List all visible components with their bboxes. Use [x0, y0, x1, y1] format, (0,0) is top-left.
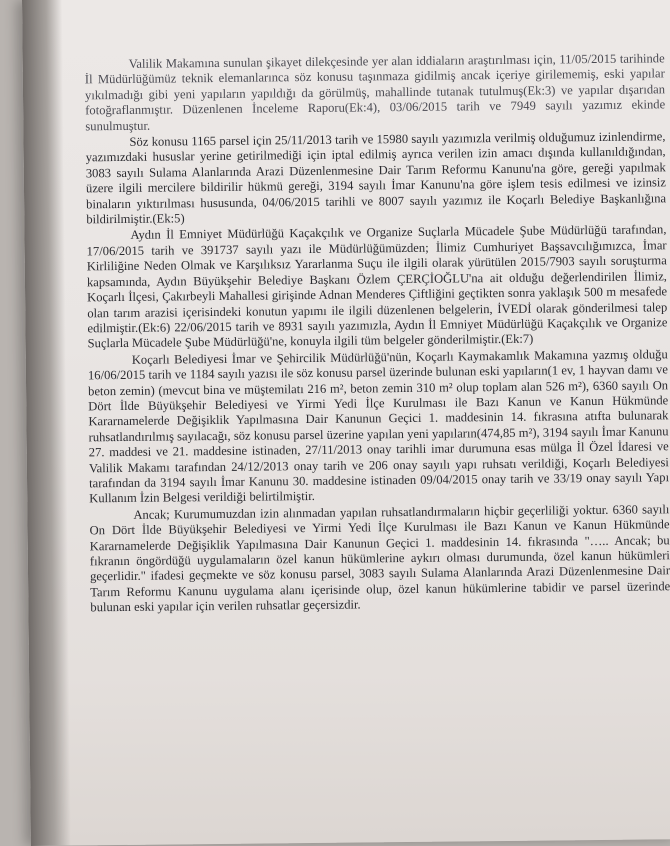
paragraph-inspection: Valilik Makamına sunulan şikayet dilekçesinde yer alan iddiaların araştırılması için, 11/05/2015 tarihinde İl Müdürlüğümüz teknik elemanlarınca söz konusu taşınmaza gidilmiş ancak içeriye girilememiş, eski yapılar yıkılmadığı gibi yeni yapıların yapıldığı da görülmüş, mahallinde tutanak tutulmuş(Ek:3) ve yapılar dışarıdan fotoğraflanmıştır. Düzenlenen İnceleme Raporu(Ek:4), 03/06/2015 tarih ve 7949 sayılı yazımız ekinde sunulmuştur. — [84, 51, 666, 133]
paragraph-police-request: Aydın İl Emniyet Müdürlüğü Kaçakçılık ve Organize Suçlarla Mücadele Şube Müdürlüğü tarafından, 17/06/2015 tarih ve 391737 sayılı yazı ile Müdürlüğümüzden; İlimiz Cumhuriyet Başsavcılığımızca, İmar Kirliliğine Neden Olmak ve Karşılıksız Yararlanma Suçu ile ilgili olarak yürütülen 2015/7903 sayılı soruşturma kapsamında, Aydın Büyükşehir Belediye Başkanı Özlem ÇERÇİOĞLU'na ait olduğu değerlendirilen İlimiz, Koçarlı İlçesi, Çakırbeyli Mahallesi girişinde Adnan Menderes Çiftliğini geçtikten sonra yaklaşık 500 m mesafede olan tarım arazisi içerisindeki konutun yapımı ile ilgili düzenlenen belgelerin, İVEDİ olarak gönderilmesi talep edilmiştir.(Ek:6) 22/06/2015 tarih ve 8931 sayılı yazımızla, Aydın İl Emniyet Müdürlüğü Kaçakçılık ve Organize Suçlarla Mücadele Şube Müdürlüğü'ne, konuyla ilgili tüm belgeler gönderilmiştir.(Ek:7) — [86, 222, 668, 351]
document-body — [85, 51, 670, 616]
paragraph-parcel-permit: Söz konusu 1165 parsel için 25/11/2013 tarih ve 15980 sayılı yazımızla verilmiş olduğumuz izinlendirme, yazımızdaki hususlar yerine getirilmediği için iptal edilmiş ayrıca verilen izin amacı dışında kullanıldığından, 3083 sayılı Sulama Alanlarında Arazi Düzenlenmesine Dair Tarım Reformu Kanunu'na göre, gereği yapılmak üzere ilgili mercilere bildirilir hükmü gereği, 3194 sayılı İmar Kanunu'na göre işlem tesis edilmesi ve izinsiz binaların yıktırılması hususunda, 04/06/2015 tarihli ve 8007 sayılı yazımız ile Koçarlı Belediye Başkanlığına bildirilmiştir.(Ek:5) — [85, 129, 667, 227]
document-page — [22, 0, 670, 846]
paragraph-municipality-letter: Koçarlı Belediyesi İmar ve Şehircilik Müdürlüğü'nün, Koçarlı Kaymakamlık Makamına yazmış olduğu 16/06/2015 tarih ve 1184 sayılı yazısı ile söz konusu parsel üzerinde bulunan eski yapıların(1 ev, 1 hayvan damı ve beton zemin) (mevcut bina ve müştemilatı 216 m², beton zemin 310 m² olup toplam alan 526 m²), 6360 sayılı On Dört İlde Büyükşehir Belediyesi ve Yirmi Yedi İlçe Kurulması ile Bazı Kanun ve Kanun Hükmünde Kararnamelerde Değişiklik Yapılmasına Dair Kanunun Geçici 1. maddesinin 14. fıkrasına atıfta bulunarak ruhsatlandırılmış sayılacağı, söz konusu parsel üzerine yapılan yeni yapıların(474,85 m²), 3194 sayılı İmar Kanunu 27. maddesi ve 21. maddesine istinaden, 27/11/2013 onay tarihli imar durumuna esas mülga İl Özel İdaresi ve Valilik Makamı tarafından 24/12/2013 onay tarih ve 206 onay sayılı yapı ruhsatı verildiği, Koçarlı Belediyesi tarafından da 3194 sayılı İmar Kanunu 30. maddesine istinaden 09/04/2015 onay tarih ve 33/19 onay sayılı Yapı Kullanım İzin Belgesi verildiği belirtilmiştir. — [87, 346, 670, 506]
paragraph-conclusion: Ancak; Kurumumuzdan izin alınmadan yapılan ruhsatlandırmaların hiçbir geçerliliği yoktur. 6360 sayılı On Dört İlde Büyükşehir Belediyesi ve Yirmi Yedi İlçe Kurulması ile Bazı Kanun ve Kanun Hükmünde Kararnamelerde Değişiklik Yapılmasına Dair Kanunun Geçici 1. maddesinin 14. fıkrasında "….. Ancak; bu fıkranın öngördüğü uygulamaların özel kanun hükümlerine aykırı olması durumunda, özel kanun hükümleri geçerlidir." ifadesi geçmekte ve söz konusu parsel, 3083 sayılı Sulama Alanlarında Arazi Düzenlenmesine Dair Tarım Reformu Kanunu uygulama alanı içerisinde olup, özel kanun hükümlerine tabidir ve parsel üzerinde bulunan eski yapılar için verilen ruhsatlar geçersizdir. — [89, 502, 670, 615]
page-edge-shadow — [22, 0, 71, 846]
